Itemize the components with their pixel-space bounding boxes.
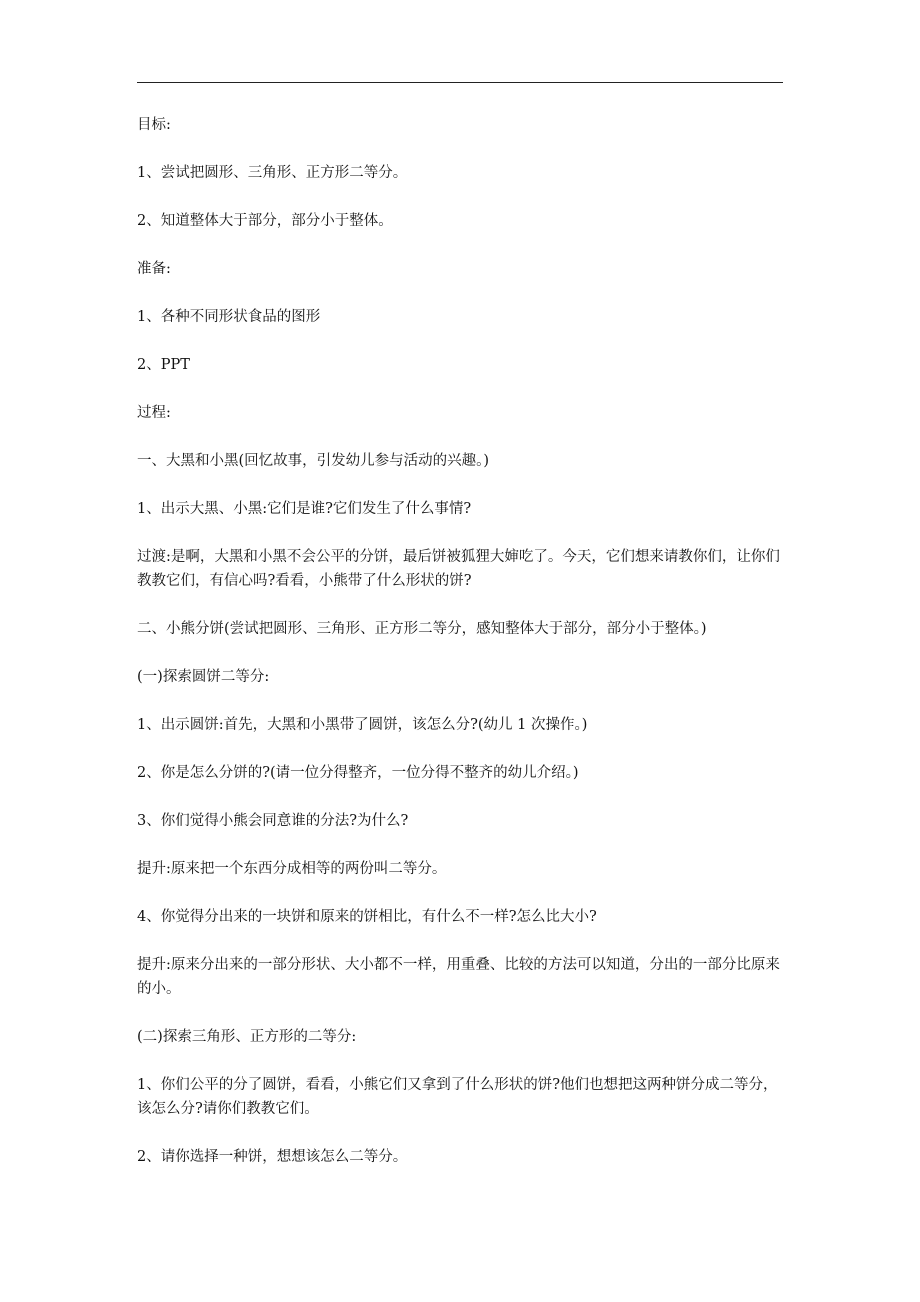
paragraph-goal-heading: 目标:	[137, 117, 171, 133]
document-body	[137, 113, 787, 1193]
paragraph-step-2-4: 4、你觉得分出来的一块饼和原来的饼相比，有什么不一样?怎么比大小?	[137, 909, 597, 925]
paragraph-summary-2: 提升:原来分出来的一部分形状、大小都不一样，用重叠、比较的方法可以知道，分出的一部分比原来的小。	[137, 957, 780, 997]
paragraph-prep-1: 1、各种不同形状食品的图形	[137, 309, 321, 325]
paragraph-prep-heading: 准备:	[137, 261, 171, 277]
paragraph-section-1: 一、大黑和小黑(回忆故事，引发幼儿参与活动的兴趣。)	[137, 453, 490, 469]
paragraph-step-2-1: 1、出示圆饼:首先，大黑和小黑带了圆饼，该怎么分?(幼儿 1 次操作。)	[137, 717, 588, 733]
paragraph-goal-1: 1、尝试把圆形、三角形、正方形二等分。	[137, 165, 408, 181]
paragraph-summary-1: 提升:原来把一个东西分成相等的两份叫二等分。	[137, 861, 447, 877]
paragraph-step-2-3: 3、你们觉得小熊会同意谁的分法?为什么?	[137, 813, 409, 829]
paragraph-prep-2: 2、PPT	[137, 357, 190, 373]
paragraph-subsection-1: (一)探索圆饼二等分:	[137, 669, 270, 685]
header-rule	[137, 82, 783, 83]
paragraph-section-2: 二、小熊分饼(尝试把圆形、三角形、正方形二等分，感知整体大于部分，部分小于整体。)	[137, 621, 707, 637]
paragraph-step-3-1: 1、你们公平的分了圆饼，看看，小熊它们又拿到了什么形状的饼?他们也想把这两种饼分成二等分，该怎么分?请你们教教它们。	[137, 1077, 778, 1117]
paragraph-transition: 过渡:是啊，大黑和小黑不会公平的分饼，最后饼被狐狸大婶吃了。今天，它们想来请教你们，让你们教教它们，有信心吗?看看，小熊带了什么形状的饼?	[137, 549, 780, 589]
paragraph-process-heading: 过程:	[137, 405, 171, 421]
paragraph-step-1-1: 1、出示大黑、小黑:它们是谁?它们发生了什么事情?	[137, 501, 472, 517]
paragraph-goal-2: 2、知道整体大于部分，部分小于整体。	[137, 213, 393, 229]
paragraph-step-2-2: 2、你是怎么分饼的?(请一位分得整齐，一位分得不整齐的幼儿介绍。)	[137, 765, 579, 781]
paragraph-subsection-2: (二)探索三角形、正方形的二等分:	[137, 1029, 357, 1045]
paragraph-step-3-2: 2、请你选择一种饼，想想该怎么二等分。	[137, 1149, 408, 1165]
